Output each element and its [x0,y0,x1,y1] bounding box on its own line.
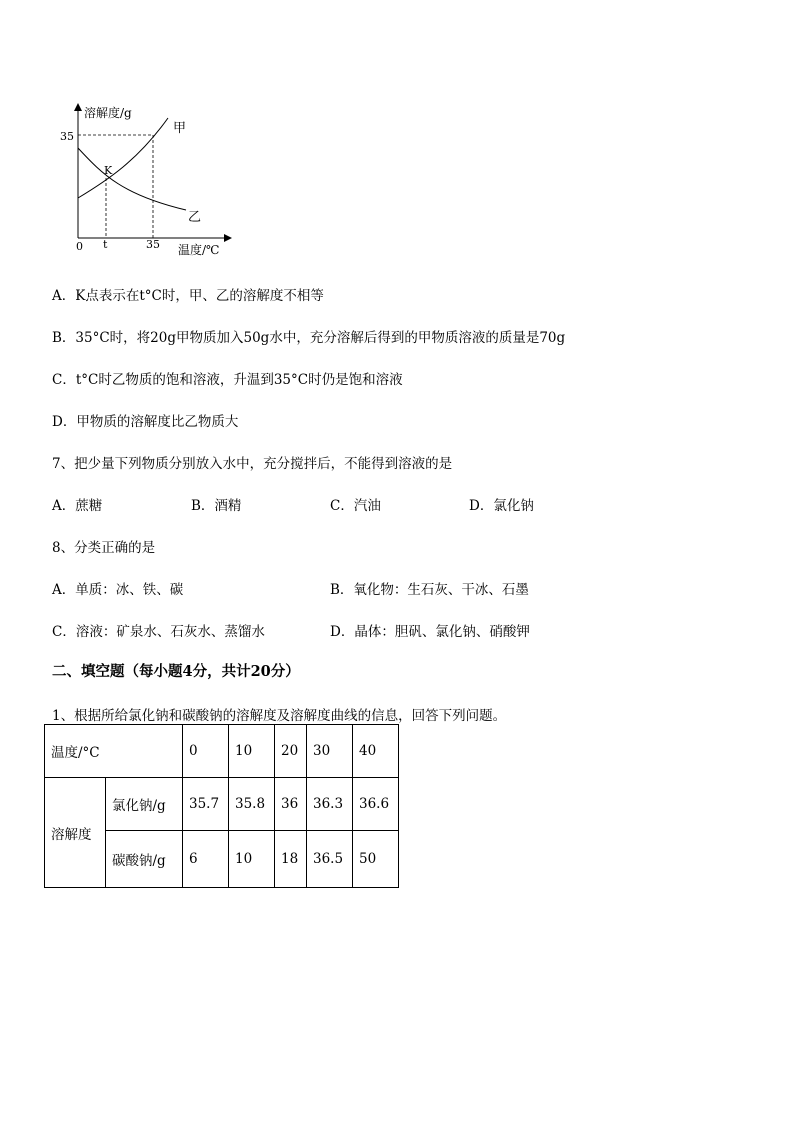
q7-option-c: C．汽油 [330,498,381,514]
y-axis-label: 溶解度/g [84,106,132,120]
q6-option-d: D．甲物质的溶解度比乙物质大 [52,414,239,430]
value-cell: 36.3 [307,778,353,831]
q8-option-d: D．晶体：胆矾、氯化钠、硝酸钾 [330,624,530,640]
q8-option-b: B．氧化物：生石灰、干冰、石墨 [330,582,529,598]
q7-option-d: D．氯化钠 [469,498,534,514]
temp-label-cell: 温度/°C [45,725,183,778]
x-axis-label: 温度/℃ [178,243,220,257]
q8-option-c: C．溶液：矿泉水、石灰水、蒸馏水 [52,624,265,640]
x-tick-t: t [103,238,108,251]
section-2-title: 二、填空题（每小题4分，共计20分） [52,663,300,680]
curve-jia [78,118,168,198]
fill-q1-stem: 1、根据所给氯化钠和碳酸钠的溶解度及溶解度曲线的信息，回答下列问题。 [52,708,507,724]
point-k-label: K [104,164,113,177]
q6-option-a: A．K点表示在t°C时，甲、乙的溶解度不相等 [52,288,324,304]
temp-cell: 40 [353,725,399,778]
value-cell: 36 [275,778,307,831]
value-cell: 35.8 [229,778,275,831]
value-cell: 50 [353,831,399,888]
value-cell: 10 [229,831,275,888]
q7-option-b: B．酒精 [191,498,242,514]
solubility-group-label: 溶解度 [45,778,106,888]
value-cell: 36.6 [353,778,399,831]
q8-stem: 8、分类正确的是 [52,540,156,556]
table-row-nacl [45,778,399,831]
curve-yi-label: 乙 [188,210,202,225]
x-tick-35: 35 [146,238,160,251]
temp-cell: 30 [307,725,353,778]
value-cell: 35.7 [183,778,229,831]
y-tick-35: 35 [60,130,74,143]
solubility-graph [58,100,238,260]
value-cell: 36.5 [307,831,353,888]
row-name-na2co3: 碳酸钠/g [106,831,183,888]
temp-cell: 20 [275,725,307,778]
q7-option-a: A．蔗糖 [52,498,103,514]
table-row-temperature [45,725,399,778]
temp-cell: 0 [183,725,229,778]
temp-cell: 10 [229,725,275,778]
q8-option-a: A．单质：冰、铁、碳 [52,582,184,598]
curve-jia-label: 甲 [173,121,187,136]
curve-yi [78,148,186,210]
q6-option-c: C．t°C时乙物质的饱和溶液，升温到35°C时仍是饱和溶液 [52,372,403,388]
solubility-table [44,724,399,888]
value-cell: 18 [275,831,307,888]
origin-label: 0 [76,240,83,253]
row-name-nacl: 氯化钠/g [106,778,183,831]
q6-option-b: B．35°C时，将20g甲物质加入50g水中，充分溶解后得到的甲物质溶液的质量是70g [52,330,566,346]
q7-stem: 7、把少量下列物质分别放入水中，充分搅拌后，不能得到溶液的是 [52,456,453,472]
value-cell: 6 [183,831,229,888]
